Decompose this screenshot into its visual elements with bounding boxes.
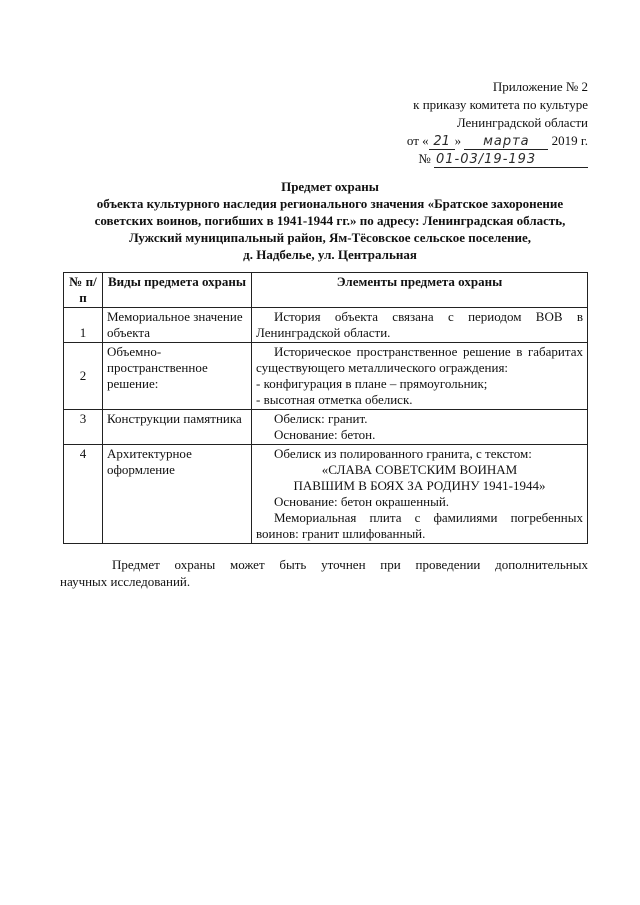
header-type: Виды предмета охраны <box>103 273 252 308</box>
date-mid: » <box>454 133 462 148</box>
note-line-1: Предмет охраны может быть уточнен при проведении дополнительных <box>112 557 588 572</box>
date-year: 2019 г. <box>551 133 588 148</box>
element-text: Мемориальная плита с фамилиями погребенных воинов: гранит шлифованный. <box>256 510 583 541</box>
element-text: Обелиск: гранит. <box>274 411 368 426</box>
table-row <box>64 343 588 410</box>
row-number: 1 <box>64 308 103 343</box>
title-line-2: объекта культурного наследия регионального значения «Братское захоронение <box>96 196 564 211</box>
element-text: Обелиск из полированного гранита, с текстом: <box>274 446 532 461</box>
table-row <box>64 308 588 343</box>
number-handwritten: 01-03/19-193 <box>434 153 588 168</box>
row-elements <box>252 445 588 544</box>
table-row <box>64 445 588 544</box>
title-line-5: д. Надбелье, ул. Центральная <box>243 247 417 262</box>
element-text: - высотная отметка обелиск. <box>256 392 413 407</box>
appendix-number-line <box>360 150 588 168</box>
footnote-paragraph <box>60 556 588 590</box>
row-type: Архитектурное оформление <box>103 445 252 544</box>
table-row <box>64 410 588 445</box>
element-text: История объекта связана с периодом ВОВ в Ленинградской области. <box>256 309 583 340</box>
header-elements: Элементы предмета охраны <box>252 273 588 308</box>
header-number: № п/п <box>64 273 103 308</box>
row-type: Объемно-пространственное решение: <box>103 343 252 410</box>
date-day-handwritten: 21 <box>429 135 455 150</box>
table-header-row <box>64 273 588 308</box>
appendix-date-line <box>360 132 588 150</box>
row-elements <box>252 343 588 410</box>
appendix-order-line: к приказу комитета по культуре <box>413 97 588 112</box>
row-number: 4 <box>64 445 103 544</box>
inscription-line-1 <box>256 462 583 478</box>
date-prefix: от « <box>406 133 429 148</box>
inscription-line-2: ПАВШИМ В БОЯХ ЗА РОДИНУ 1941-1944» <box>293 478 546 493</box>
element-text: - конфигурация в плане – прямоугольник; <box>256 376 488 391</box>
row-elements <box>252 308 588 343</box>
row-number: 3 <box>64 410 103 445</box>
title-line-1: Предмет охраны <box>281 179 379 194</box>
appendix-region-line: Ленинградской области <box>456 115 588 130</box>
element-text: Историческое пространственное решение в габаритах существующего металлического ограждения: <box>256 344 583 375</box>
row-type: Конструкции памятника <box>103 410 252 445</box>
date-month-handwritten: марта <box>464 135 548 150</box>
row-number: 2 <box>64 343 103 410</box>
row-elements <box>252 410 588 445</box>
appendix-block <box>360 78 588 168</box>
protection-table <box>63 272 588 544</box>
title-line-3: советских воинов, погибших в 1941-1944 гг.» по адресу: Ленинградская область, <box>94 213 566 228</box>
inscription-text: «СЛАВА СОВЕТСКИМ ВОИНАМ <box>321 462 518 477</box>
document-title <box>70 178 590 263</box>
number-prefix: № <box>418 151 431 166</box>
element-text: Основание: бетон. <box>274 427 376 442</box>
element-text: Основание: бетон окрашенный. <box>274 494 450 509</box>
title-line-4: Лужский муниципальный район, Ям-Тёсовское сельское поселение, <box>128 230 532 245</box>
row-type: Мемориальное значение объекта <box>103 308 252 343</box>
note-line-2: научных исследований. <box>60 574 191 589</box>
appendix-title: Приложение № 2 <box>492 79 588 94</box>
